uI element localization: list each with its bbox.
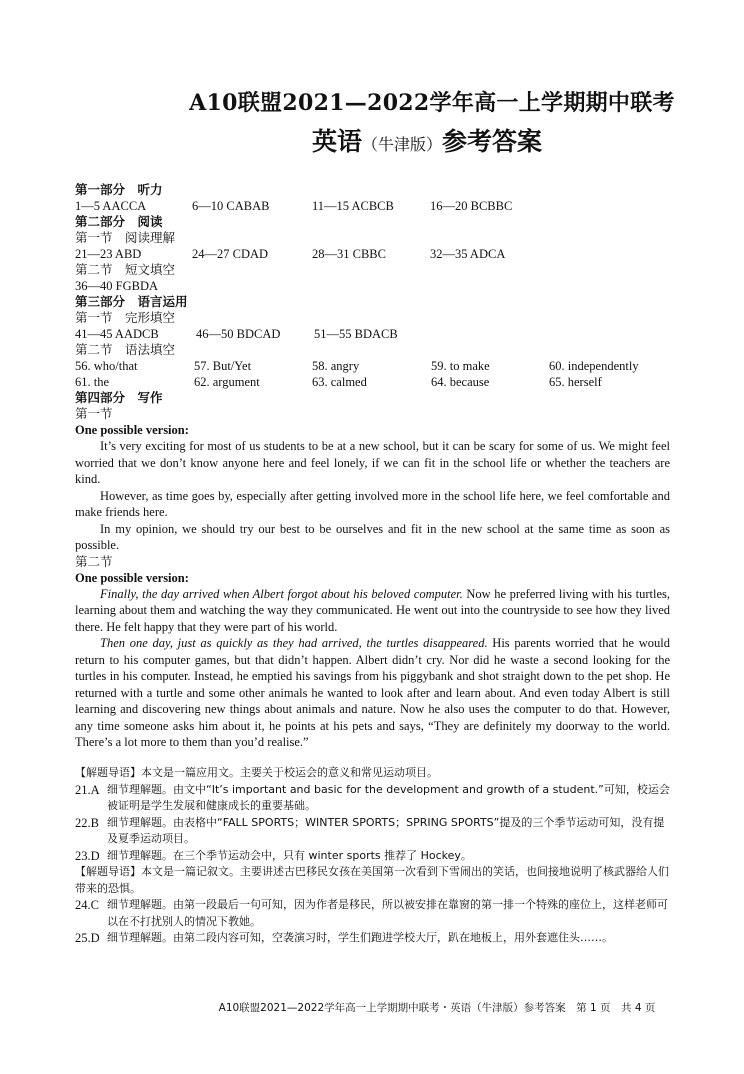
writing-paragraph	[75, 586, 670, 636]
note-number: 24.C	[75, 898, 99, 912]
answer-cell: 16—20 BCBBC	[430, 199, 513, 213]
subsection-heading: 第二节 短文填空	[75, 263, 176, 277]
subsection-heading: 第一节 阅读理解	[75, 231, 176, 245]
answer-row	[75, 374, 670, 390]
note-text: 细节理解题。由第二段内容可知，空袭演习时，学生们跑进学校大厅，趴在地板上，用外套遮住头……。	[107, 931, 613, 944]
answer-cell: 36—40 FGBDA	[75, 279, 158, 293]
answer-cell: 32—35 ADCA	[430, 247, 506, 261]
given-sentence: Then one day, just as quickly as they had arrived, the turtles disappeared.	[100, 636, 488, 650]
page-title: A10联盟2021—2022学年高一上学期期中联考	[189, 90, 675, 116]
writing-paragraph: In my opinion, we should try our best to be ourselves and fit in the new school at the same time as soon as possible.	[75, 521, 670, 552]
explanation-notes	[75, 765, 670, 947]
paragraph-text: Now he preferred living with his turtles, learning about them and watching the way they communicated. He went out into the countryside to see how they lived there. He felt happy that they were part of his world.	[75, 586, 670, 634]
subsection-heading: 第一节	[75, 407, 113, 421]
note-text: 细节理解题。由第一段最后一句可知，因为作者是移民，所以被安排在靠窗的第一排一个特殊的座位上，这样老师可以在不打扰别人的情况下教她。	[107, 898, 668, 928]
answer-body	[75, 182, 670, 751]
subsection-heading: 第二节 语法填空	[75, 343, 176, 357]
subsection-heading: 第二节	[75, 554, 113, 569]
section-heading: 第三部分 语言运用	[75, 295, 188, 309]
answer-cell: 62. argument	[194, 375, 260, 389]
answer-cell: 1—5 AACCA	[75, 199, 147, 213]
answer-cell: 21—23 ABD	[75, 247, 142, 261]
page-subtitle	[0, 122, 744, 158]
answer-cell: 56. who/that	[75, 359, 138, 373]
note-text: 细节理解题。由文中“It’s important and basic for the development and growth of a student.”可知，校运会被证明是学生发展和健康成长的重要基础。	[107, 782, 670, 812]
note-text: 细节理解题。由表格中“FALL SPORTS；WINTER SPORTS；SPRING SPORTS”提及的三个季节运动可知，没有提及夏季运动项目。	[107, 815, 665, 845]
note-item	[75, 815, 670, 848]
answer-cell: 64. because	[431, 375, 490, 389]
subsection-heading: 第一节 完形填空	[75, 311, 176, 325]
answer-cell: 51—55 BDACB	[314, 327, 398, 341]
answer-cell: 63. calmed	[312, 375, 367, 389]
subtitle-subject: 英语	[311, 127, 362, 156]
writing-paragraph	[75, 635, 670, 751]
note-number: 21.A	[75, 782, 100, 797]
answer-cell: 41—45 AADCB	[75, 327, 159, 341]
answer-cell: 59. to make	[431, 359, 490, 373]
section-heading: 第二部分 阅读	[75, 215, 163, 229]
subtitle-edition: （牛津版）	[361, 135, 442, 154]
answer-row	[75, 246, 670, 262]
answer-cell: 61. the	[75, 375, 110, 389]
note-item	[75, 897, 670, 930]
section-heading: 第四部分 写作	[75, 391, 163, 405]
page-footer: A10联盟2021—2022学年高一上学期期中联考・英语（牛津版）参考答案 第 1 页 共 4 页	[218, 1002, 656, 1014]
note-item	[75, 930, 670, 947]
writing-paragraph: However, as time goes by, especially after getting involved more in the school life here, we feel comfortable and make friends here.	[75, 488, 670, 519]
subtitle-end: 参考答案	[442, 127, 543, 156]
note-number: 25.D	[75, 931, 100, 945]
answer-cell: 28—31 CBBC	[312, 247, 386, 261]
paragraph-text: His parents worried that he would return to his computer games, but that didn’t happen. Albert didn’t cry. Nor did he waste a second looking for the turtles in his computer. Instead, he emptied his savings from his piggybank and shot straight down to the pet shop. He returned with a turtle and some other animals he wanted to look after and learn about. And even today Albert is still learning and discovering new things about animals and nature. Now he also uses the computer to do that. However, any time someone asks him about it, he points at his pets and says, “They are definitely my doorway to the world. There’s a lot more to them than you’d realise.”	[75, 636, 670, 749]
note-item	[75, 848, 670, 865]
note-number: 22.B	[75, 815, 99, 830]
answer-row	[75, 358, 670, 374]
note-number: 23.D	[75, 848, 100, 863]
answer-cell: 57. But/Yet	[194, 359, 252, 373]
note-text: 细节理解题。在三个季节运动会中，只有 winter sports 推荐了 Hockey。	[107, 848, 472, 862]
answer-cell: 24—27 CDAD	[192, 247, 269, 261]
passage-guide: 【解题导语】本文是一篇应用文。主要关于校运会的意义和常见运动项目。	[75, 766, 438, 779]
answer-cell: 65. herself	[549, 375, 602, 389]
section-heading: 第一部分 听力	[75, 183, 163, 197]
given-sentence: Finally, the day arrived when Albert forgot about his beloved computer.	[100, 586, 463, 601]
note-item	[75, 782, 670, 815]
answer-cell: 46—50 BDCAD	[196, 327, 281, 341]
answer-cell: 58. angry	[312, 359, 360, 373]
answer-cell: 6—10 CABAB	[192, 199, 270, 213]
answer-cell: 11—15 ACBCB	[312, 199, 394, 213]
answer-row	[75, 326, 670, 342]
version-label: One possible version:	[75, 423, 189, 437]
passage-guide: 【解题导语】本文是一篇记叙文。主要讲述古巴移民女孩在美国第一次看到下雪闹出的笑话，也间接地说明了核武器给人们带来的恐惧。	[75, 865, 669, 895]
writing-paragraph: It’s very exciting for most of us students to be at a new school, but it can be scary for some of us. We might feel worried that we don’t know anyone here and feel lonely, if we can fit in the school life or whether the teachers are kind.	[75, 439, 670, 486]
answer-row	[75, 198, 670, 214]
answer-cell: 60. independently	[549, 359, 639, 373]
version-label: One possible version:	[75, 570, 189, 585]
